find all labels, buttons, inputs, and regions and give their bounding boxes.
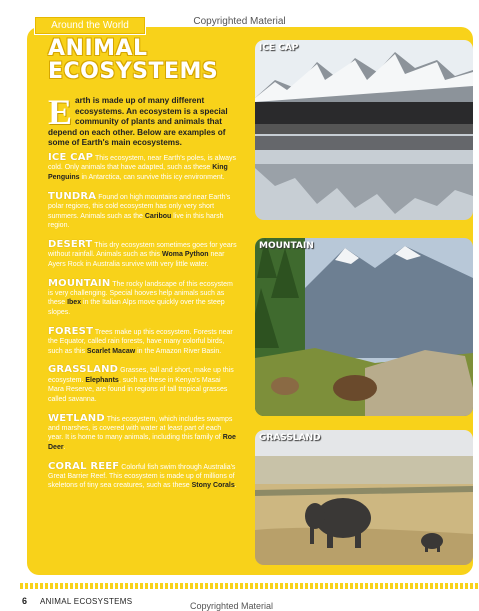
entry-heading: FOREST: [48, 325, 94, 337]
entry-animal: Elephants: [85, 376, 119, 384]
ecosystem-entry: [48, 279, 238, 318]
entry-animal: Roe Deer: [48, 434, 236, 451]
ecosystem-entry: [48, 240, 238, 269]
photo-label: ICE CAP: [259, 43, 299, 53]
page-title: ANIMAL ECOSYSTEMS: [48, 36, 219, 84]
entry-animal: Stony Corals: [191, 482, 235, 490]
grassland-illustration: [255, 430, 473, 565]
entry-text: Found on high mountains and near Earth's polar regions, this cold ecosystem has only very short summers. Animals such as the: [48, 193, 231, 220]
photo-grassland: [255, 430, 473, 565]
ecosystem-list: [48, 153, 238, 500]
intro-paragraph: [48, 92, 238, 149]
entry-text: Colorful fish swim through Australia's Great Barrier Reef. This ecosystem is made up of millions of skeletons of tiny sea creatures, such as these: [48, 463, 236, 490]
entry-heading: DESERT: [48, 238, 93, 250]
entry-text: live in this harsh region.: [48, 212, 224, 229]
photo-mountain: [255, 238, 473, 416]
footer-divider: [20, 583, 479, 589]
entry-heading: TUNDRA: [48, 190, 97, 202]
section-tab: Around the World: [34, 16, 146, 35]
entry-text: The rocky landscape of this ecosystem is very challenging. Special hooves help animals such as these: [48, 280, 233, 307]
ecosystem-entry: [48, 365, 238, 404]
entry-text: , such as these in Kenya's Masai Mara Reserve, are found in regions of tall tropical grasses called savanna.: [48, 376, 228, 403]
photo-ice-cap: [255, 40, 473, 220]
page-number: 6: [22, 596, 28, 606]
entry-heading: WETLAND: [48, 412, 105, 424]
ecosystem-entry: [48, 327, 238, 356]
entry-text: Trees make up this ecosystem. Forests near the Equator, called rain forests, have many colorful birds, such as this: [48, 328, 233, 355]
footer-title: ANIMAL ECOSYSTEMS: [40, 597, 133, 606]
copyright-notice-top: Copyrighted Material: [193, 16, 286, 27]
ecosystem-entry: [48, 414, 238, 453]
entry-text: .: [234, 482, 237, 490]
entry-text: Grasses, tall and short, make up this ecosystem.: [48, 367, 234, 384]
entry-animal: Scarlet Macaw: [86, 347, 136, 355]
entry-animal: Woma Python: [162, 251, 209, 259]
drop-cap: E: [48, 92, 73, 132]
entry-text: in Antarctica, can survive this icy environment.: [79, 173, 225, 181]
ecosystem-entry: [48, 462, 238, 491]
entry-heading: ICE CAP: [48, 152, 94, 163]
entry-text: This ecosystem, which includes swamps and marshes, is covered with water at least part of each year. It is home to many animals, including this family of: [48, 415, 233, 442]
intro-text: arth is made up of many different ecosystems. An ecosystem is a special community of plants and animals that depend on each other. Below are examples of some of Earth's main ecosystems.: [48, 96, 228, 147]
photo-label: GRASSLAND: [259, 433, 321, 443]
entry-animal: King Penguins: [48, 164, 228, 181]
entry-text: in the Amazon River Basin.: [135, 347, 222, 355]
ice-cap-illustration: [255, 40, 473, 220]
entry-text: This dry ecosystem sometimes goes for years without rainfall. Animals such as this: [48, 241, 237, 259]
entry-animal: Ibex: [67, 299, 82, 307]
entry-heading: MOUNTAIN: [48, 277, 111, 289]
entry-text: .: [63, 443, 66, 451]
entry-text: This ecosystem, near Earth's poles, is always cold. Only animals that have adapted, such as these: [48, 155, 237, 172]
entry-heading: GRASSLAND: [48, 364, 119, 376]
photo-label: MOUNTAIN: [259, 241, 314, 251]
entry-text: in the Italian Alps move quickly over the steep slopes.: [48, 299, 225, 316]
entry-animal: Caribou: [144, 212, 172, 220]
ecosystem-entry: [48, 153, 238, 182]
entry-text: near Ayers Rock in Australia survive with very little water.: [48, 251, 225, 268]
ecosystem-entry: [48, 192, 238, 231]
mountain-illustration: [255, 238, 473, 416]
copyright-notice-bottom: Copyrighted Material: [190, 601, 274, 611]
entry-heading: CORAL REEF: [48, 460, 120, 472]
